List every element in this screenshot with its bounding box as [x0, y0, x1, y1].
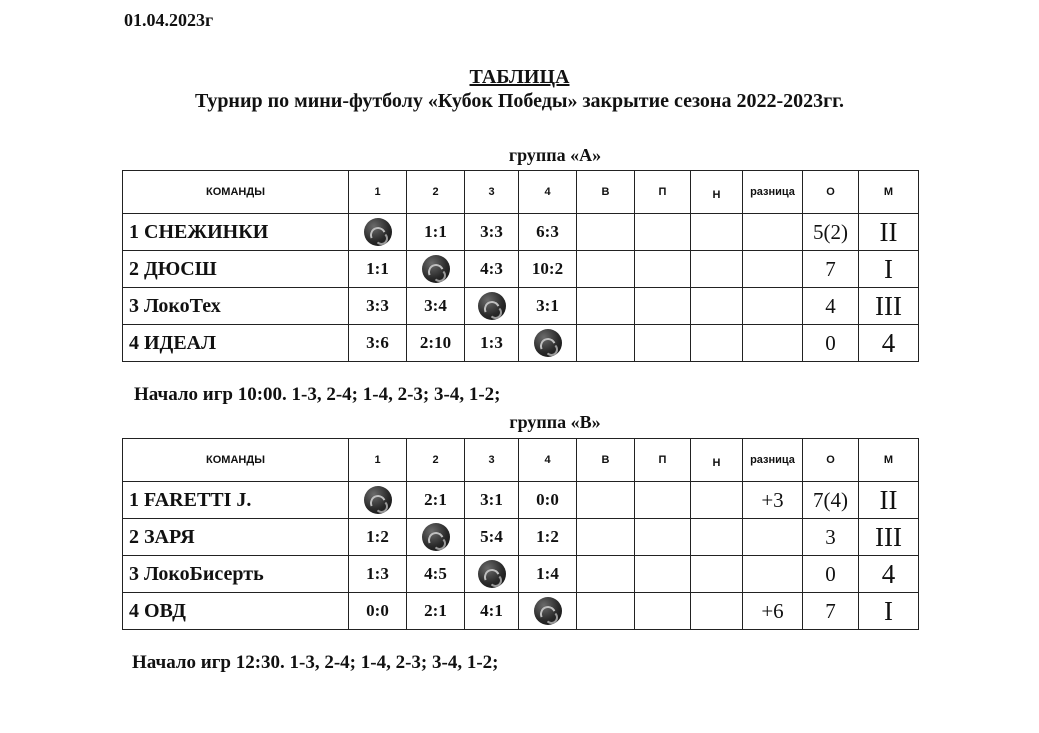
place-cell: III — [859, 288, 919, 325]
football-ball-icon — [422, 255, 450, 283]
football-ball-icon — [422, 523, 450, 551]
wins-cell — [577, 556, 635, 593]
header-draws: Н — [691, 439, 743, 482]
document-date: 01.04.2023г — [124, 10, 214, 30]
self-match-cell — [519, 593, 577, 630]
score-cell: 2:10 — [407, 325, 465, 362]
difference-cell — [743, 325, 803, 362]
draws-cell — [691, 325, 743, 362]
table-row — [123, 556, 919, 593]
place-cell: 4 — [859, 556, 919, 593]
score-cell: 1:2 — [349, 519, 407, 556]
wins-cell — [577, 593, 635, 630]
table-row — [123, 593, 919, 630]
football-ball-icon — [534, 329, 562, 357]
points-cell: 7(4) — [803, 482, 859, 519]
header-col-3: 3 — [465, 439, 519, 482]
group-b-caption: группа «В» — [509, 412, 601, 432]
score-cell: 1:3 — [349, 556, 407, 593]
team-name: 1 FARETTI J. — [123, 482, 349, 519]
points-cell: 3 — [803, 519, 859, 556]
score-cell: 3:3 — [349, 288, 407, 325]
header-place: М — [859, 171, 919, 214]
score-cell: 4:1 — [465, 593, 519, 630]
draws-cell — [691, 519, 743, 556]
group-b-table — [122, 438, 919, 630]
difference-cell: +3 — [743, 482, 803, 519]
football-ball-icon — [364, 486, 392, 514]
team-name: 2 ДЮСШ — [123, 251, 349, 288]
losses-cell — [635, 288, 691, 325]
score-cell: 3:6 — [349, 325, 407, 362]
score-cell: 2:1 — [407, 593, 465, 630]
header-col-4: 4 — [519, 439, 577, 482]
football-ball-icon — [478, 560, 506, 588]
difference-cell: +6 — [743, 593, 803, 630]
score-cell: 4:3 — [465, 251, 519, 288]
self-match-cell — [465, 288, 519, 325]
wins-cell — [577, 482, 635, 519]
draws-cell — [691, 482, 743, 519]
score-cell: 1:3 — [465, 325, 519, 362]
team-name: 4 ОВД — [123, 593, 349, 630]
football-ball-icon — [478, 292, 506, 320]
draws-cell — [691, 556, 743, 593]
score-cell: 3:1 — [519, 288, 577, 325]
table-row — [123, 214, 919, 251]
score-cell: 2:1 — [407, 482, 465, 519]
place-cell: I — [859, 593, 919, 630]
points-cell: 7 — [803, 251, 859, 288]
wins-cell — [577, 519, 635, 556]
group-b-schedule: Начало игр 12:30. 1-3, 2-4; 1-4, 2-3; 3-4, 1-2; — [132, 652, 499, 673]
points-cell: 0 — [803, 325, 859, 362]
header-teams: КОМАНДЫ — [123, 171, 349, 214]
group-a-caption: группа «А» — [508, 145, 602, 165]
header-difference: разница — [743, 439, 803, 482]
draws-cell — [691, 593, 743, 630]
header-col-2: 2 — [407, 439, 465, 482]
score-cell: 1:2 — [519, 519, 577, 556]
header-points: О — [803, 439, 859, 482]
wins-cell — [577, 288, 635, 325]
place-cell: 4 — [859, 325, 919, 362]
score-cell: 0:0 — [519, 482, 577, 519]
difference-cell — [743, 288, 803, 325]
wins-cell — [577, 214, 635, 251]
score-cell: 5:4 — [465, 519, 519, 556]
score-cell: 10:2 — [519, 251, 577, 288]
points-cell: 7 — [803, 593, 859, 630]
header-place: М — [859, 439, 919, 482]
losses-cell — [635, 556, 691, 593]
football-ball-icon — [364, 218, 392, 246]
score-cell: 4:5 — [407, 556, 465, 593]
draws-cell — [691, 288, 743, 325]
score-cell: 3:4 — [407, 288, 465, 325]
points-cell: 5(2) — [803, 214, 859, 251]
difference-cell — [743, 251, 803, 288]
self-match-cell — [519, 325, 577, 362]
header-losses: П — [635, 171, 691, 214]
team-name: 4 ИДЕАЛ — [123, 325, 349, 362]
losses-cell — [635, 251, 691, 288]
document-subtitle: Турнир по мини-футболу «Кубок Победы» закрытие сезона 2022-2023гг. — [194, 90, 845, 112]
score-cell: 6:3 — [519, 214, 577, 251]
table-row — [123, 288, 919, 325]
table-row — [123, 482, 919, 519]
team-name: 1 СНЕЖИНКИ — [123, 214, 349, 251]
header-col-1: 1 — [349, 171, 407, 214]
team-name: 3 ЛокоБисерть — [123, 556, 349, 593]
difference-cell — [743, 214, 803, 251]
table-row — [123, 519, 919, 556]
points-cell: 0 — [803, 556, 859, 593]
score-cell: 1:4 — [519, 556, 577, 593]
header-wins: В — [577, 171, 635, 214]
losses-cell — [635, 325, 691, 362]
place-cell: III — [859, 519, 919, 556]
place-cell: II — [859, 214, 919, 251]
losses-cell — [635, 482, 691, 519]
losses-cell — [635, 593, 691, 630]
place-cell: I — [859, 251, 919, 288]
score-cell: 3:3 — [465, 214, 519, 251]
team-name: 2 ЗАРЯ — [123, 519, 349, 556]
header-points: О — [803, 171, 859, 214]
wins-cell — [577, 251, 635, 288]
draws-cell — [691, 251, 743, 288]
table-row — [123, 251, 919, 288]
header-col-3: 3 — [465, 171, 519, 214]
header-draws: Н — [691, 171, 743, 214]
place-cell: II — [859, 482, 919, 519]
group-a-table — [122, 170, 919, 362]
difference-cell — [743, 556, 803, 593]
losses-cell — [635, 214, 691, 251]
score-cell: 1:1 — [407, 214, 465, 251]
header-col-1: 1 — [349, 439, 407, 482]
self-match-cell — [465, 556, 519, 593]
header-wins: В — [577, 439, 635, 482]
wins-cell — [577, 325, 635, 362]
document-title: ТАБЛИЦА — [469, 66, 570, 88]
header-col-2: 2 — [407, 171, 465, 214]
table-row — [123, 325, 919, 362]
header-difference: разница — [743, 171, 803, 214]
points-cell: 4 — [803, 288, 859, 325]
losses-cell — [635, 519, 691, 556]
self-match-cell — [407, 519, 465, 556]
self-match-cell — [349, 482, 407, 519]
team-name: 3 ЛокоТех — [123, 288, 349, 325]
difference-cell — [743, 519, 803, 556]
self-match-cell — [407, 251, 465, 288]
draws-cell — [691, 214, 743, 251]
header-losses: П — [635, 439, 691, 482]
table-header-row — [123, 439, 919, 482]
table-header-row — [123, 171, 919, 214]
score-cell: 1:1 — [349, 251, 407, 288]
header-teams: КОМАНДЫ — [123, 439, 349, 482]
score-cell: 0:0 — [349, 593, 407, 630]
group-a-schedule: Начало игр 10:00. 1-3, 2-4; 1-4, 2-3; 3-4, 1-2; — [134, 384, 501, 405]
self-match-cell — [349, 214, 407, 251]
header-col-4: 4 — [519, 171, 577, 214]
football-ball-icon — [534, 597, 562, 625]
score-cell: 3:1 — [465, 482, 519, 519]
